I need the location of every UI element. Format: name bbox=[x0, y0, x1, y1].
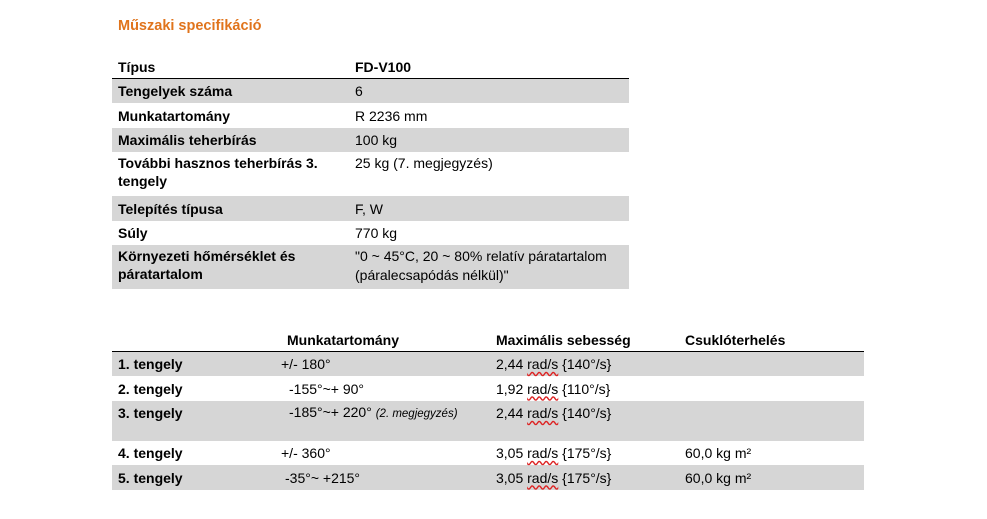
speed-deg: {140°/s} bbox=[562, 356, 612, 372]
spec-value: 25 kg (7. megjegyzés) bbox=[355, 155, 493, 171]
axis-row bbox=[112, 441, 864, 465]
axis-speed bbox=[491, 444, 680, 462]
axis-header-range: Munkatartomány bbox=[287, 331, 400, 348]
axis-row bbox=[112, 465, 864, 490]
axis-speed bbox=[491, 469, 680, 487]
axis-range-value: +/- 180° bbox=[281, 356, 331, 372]
spec-row bbox=[112, 152, 629, 196]
axis-range-value: -185°~+ 220° bbox=[289, 404, 372, 420]
axis-range-note: (2. megjegyzés) bbox=[375, 408, 458, 420]
axis-range bbox=[269, 355, 491, 373]
speed-value: 2,44 bbox=[496, 405, 524, 421]
axis-name: 5. tengely bbox=[118, 469, 183, 486]
axis-row bbox=[112, 376, 864, 401]
speed-unit: rad/s bbox=[527, 405, 559, 421]
spec-value: 770 kg bbox=[355, 225, 398, 241]
spec-header-row bbox=[112, 55, 629, 79]
spec-key: Munkatartomány bbox=[118, 107, 231, 124]
speed-unit: rad/s bbox=[527, 356, 559, 372]
axis-load: 60,0 kg m² bbox=[685, 469, 752, 486]
spec-value: F, W bbox=[355, 200, 383, 217]
spec-key: Környezeti hőmérséklet és páratartalom bbox=[118, 248, 296, 282]
spec-key: Típus bbox=[118, 58, 156, 75]
axis-header-load: Csuklóterhelés bbox=[685, 331, 786, 348]
spec-row bbox=[112, 103, 629, 128]
axis-row bbox=[112, 352, 864, 376]
spec-value: R 2236 mm bbox=[355, 107, 428, 124]
spec-key: Maximális teherbírás bbox=[118, 132, 257, 148]
axis-load bbox=[680, 404, 864, 441]
speed-deg: {175°/s} bbox=[562, 445, 612, 461]
speed-unit: rad/s bbox=[527, 380, 559, 397]
spec-key: Tengelyek száma bbox=[118, 83, 233, 99]
spec-key: További hasznos teherbírás 3. tengely bbox=[118, 155, 318, 189]
spec-key: Telepítés típusa bbox=[118, 200, 223, 217]
speed-unit: rad/s bbox=[527, 445, 559, 461]
speed-value: 1,92 bbox=[496, 380, 524, 397]
axis-range bbox=[269, 380, 491, 398]
spec-value: 6 bbox=[355, 83, 363, 99]
axis-name: 2. tengely bbox=[118, 380, 183, 397]
axis-header-row bbox=[112, 328, 864, 352]
speed-deg: {140°/s} bbox=[562, 405, 612, 421]
spec-row bbox=[112, 128, 629, 152]
speed-deg: {175°/s} bbox=[562, 469, 612, 486]
axis-name: 4. tengely bbox=[118, 445, 183, 461]
axis-range bbox=[269, 404, 491, 441]
spec-value: 100 kg bbox=[355, 132, 398, 148]
section-title: Műszaki specifikáció bbox=[118, 18, 262, 34]
axis-range-value: -155°~+ 90° bbox=[289, 380, 365, 397]
spec-row bbox=[112, 79, 629, 103]
axis-range-value: +/- 360° bbox=[281, 445, 331, 461]
spec-row bbox=[112, 221, 629, 245]
axis-name: 1. tengely bbox=[118, 356, 183, 372]
axis-speed bbox=[491, 404, 680, 441]
axis-row bbox=[112, 401, 864, 441]
axis-range bbox=[269, 469, 491, 487]
speed-value: 3,05 bbox=[496, 445, 524, 461]
speed-unit: rad/s bbox=[527, 469, 559, 486]
spec-table bbox=[112, 55, 629, 289]
speed-deg: {110°/s} bbox=[562, 380, 611, 397]
axis-speed bbox=[491, 355, 680, 373]
spec-value: FD-V100 bbox=[355, 58, 412, 75]
spec-key: Súly bbox=[118, 225, 148, 241]
axis-table bbox=[112, 328, 864, 490]
axis-load: 60,0 kg m² bbox=[685, 445, 752, 461]
speed-value: 2,44 bbox=[496, 356, 524, 372]
axis-header-speed: Maximális sebesség bbox=[496, 331, 631, 348]
speed-value: 3,05 bbox=[496, 469, 524, 486]
spec-row bbox=[112, 196, 629, 221]
axis-name: 3. tengely bbox=[118, 405, 183, 421]
axis-range bbox=[269, 444, 491, 462]
spec-row bbox=[112, 245, 629, 289]
axis-range-value: -35°~ +215° bbox=[285, 469, 361, 486]
spec-value: "0 ~ 45°C, 20 ~ 80% relatív páratartalom (páralecsapódás nélkül)" bbox=[355, 248, 607, 283]
axis-speed bbox=[491, 380, 680, 398]
